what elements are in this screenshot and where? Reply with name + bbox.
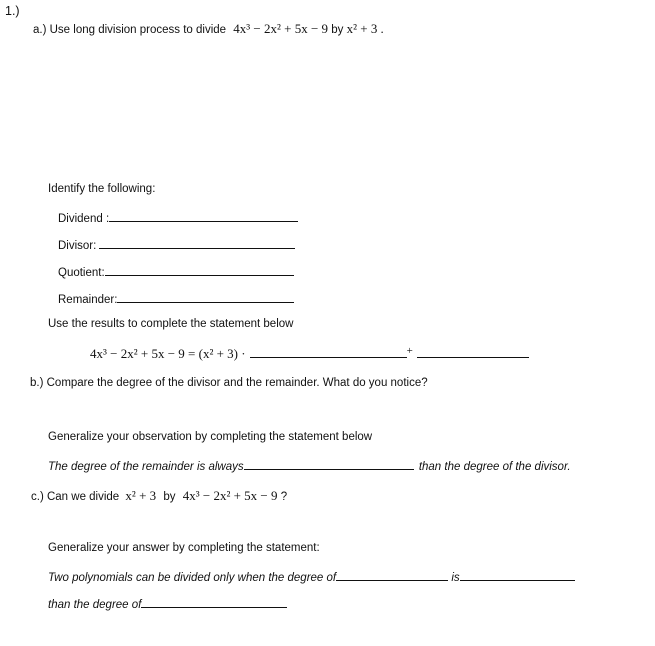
remainder-blank[interactable] <box>117 291 294 303</box>
divisor-label: Divisor: <box>58 240 97 252</box>
remainder-label: Remainder: <box>58 294 118 306</box>
part-a-by: by <box>331 24 344 36</box>
line1-prefix: Two polynomials can be divided only when the degree of <box>48 572 337 584</box>
part-c-prefix: c.) Can we divide <box>31 491 120 503</box>
part-c-line <box>31 488 287 504</box>
identify-heading: Identify the following: <box>48 183 156 195</box>
degree-blank[interactable] <box>244 458 414 470</box>
divisor-row <box>58 237 295 252</box>
part-a-line <box>33 21 384 37</box>
polynomial-statement-line2 <box>48 596 287 611</box>
line1-mid: is <box>451 572 460 584</box>
statement-equation <box>90 346 529 362</box>
degree-statement <box>48 458 571 473</box>
part-c-expr1: x² + 3 <box>125 488 157 503</box>
part-a-divisor-expr: x² + 3 <box>346 21 378 36</box>
part-c-generalize: Generalize your answer by completing the statement: <box>48 542 320 554</box>
divisor-blank[interactable] <box>99 237 295 249</box>
part-a-dividend-expr: 4x³ − 2x² + 5x − 9 <box>233 21 329 36</box>
quotient-row <box>58 264 294 279</box>
line2-blank[interactable] <box>141 596 287 608</box>
problem-number: 1.) <box>5 4 20 18</box>
remainder-row <box>58 291 294 306</box>
quotient-blank[interactable] <box>105 264 294 276</box>
line2-prefix: than the degree of <box>48 599 142 611</box>
statement-lhs: 4x³ − 2x² + 5x − 9 = (x² + 3) · <box>90 346 246 361</box>
statement-intro: Use the results to complete the statement below <box>48 318 294 330</box>
quotient-label: Quotient: <box>58 267 105 279</box>
degree-suffix: than the degree of the divisor. <box>418 461 571 473</box>
part-a-prefix: a.) Use long division process to divide <box>33 24 227 36</box>
line1-blank-1[interactable] <box>336 569 448 581</box>
quotient-statement-blank[interactable] <box>250 346 407 358</box>
part-c-end: ? <box>280 491 288 503</box>
dividend-row <box>58 210 298 225</box>
polynomial-statement-line1 <box>48 569 575 584</box>
part-c-expr2: 4x³ − 2x² + 5x − 9 <box>182 488 278 503</box>
part-b-generalize: Generalize your observation by completing the statement below <box>48 431 373 443</box>
degree-prefix: The degree of the remainder is always <box>48 461 244 473</box>
part-c-by: by <box>163 491 176 503</box>
dividend-blank[interactable] <box>109 210 298 222</box>
statement-plus: + <box>406 345 413 357</box>
part-b-question: b.) Compare the degree of the divisor and the remainder. What do you notice? <box>30 377 428 389</box>
line1-blank-2[interactable] <box>460 569 575 581</box>
dividend-label: Dividend : <box>58 213 110 225</box>
part-a-period: . <box>380 21 384 36</box>
remainder-statement-blank[interactable] <box>417 346 529 358</box>
